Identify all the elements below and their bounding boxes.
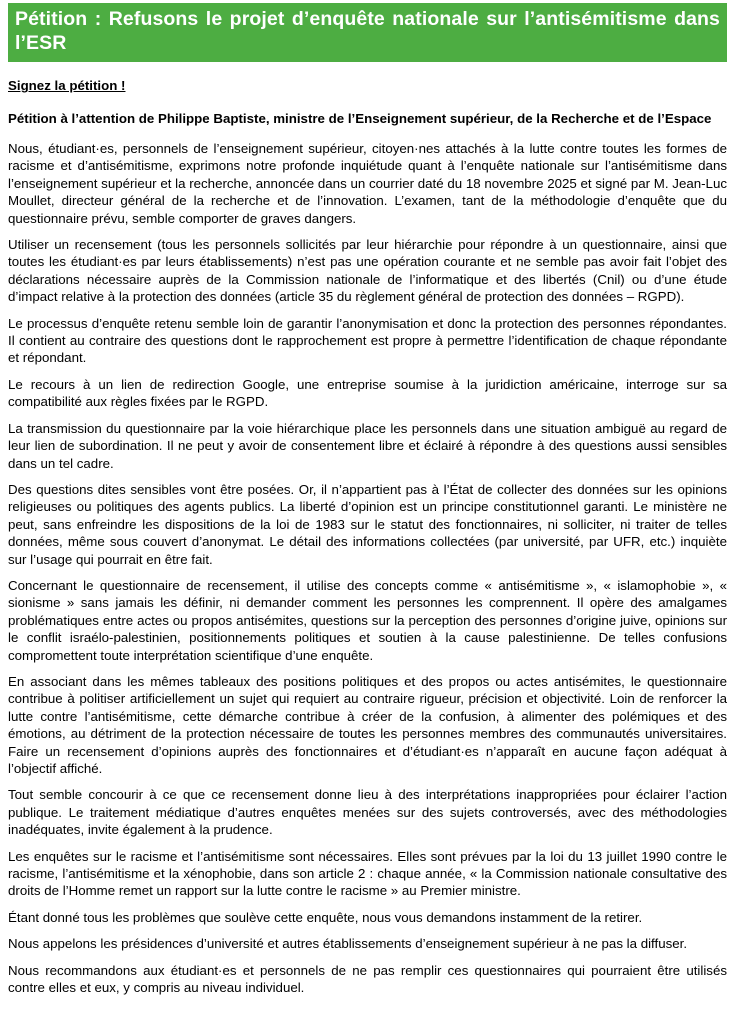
petition-paragraph: Utiliser un recensement (tous les personnels sollicités par leur hiérarchie pour répondre à un questionnaire, ainsi que toutes les étudiant·es par leurs établissements) n’est pas une opération courante et ne semble pas avoir fait l’objet des déclarations nécessaire auprès de la Commission nationale de l’informatique et des libertés (Cnil) ou d’une étude d’impact relative à la protection des données (article 35 du règlement général de protection des données – RGPD). [8, 237, 727, 305]
petition-paragraph: Concernant le questionnaire de recensement, il utilise des concepts comme « antisémitisme », « islamophobie », « sionisme » sans jamais les définir, ni demander comment les personnes les comprennent. Il opère des amalgames problématiques entre actes ou propos antisémites, questions sur la perception des personnes d’origine juive, opinions sur le conflit israélo-palestinien, positionnements politiques et soutien à la cause palestinienne. De telles confusions compromettent toute interprétation scientifique d’une enquête. [8, 577, 727, 663]
petition-paragraph: Des questions dites sensibles vont être posées. Or, il n’appartient pas à l’État de collecter des données sur les opinions religieuses ou politiques des agents publics. La liberté d’opinion est un principe constitutionnel garanti. Le ministère ne peut, sans enfreindre les dispositions de la loi de 1983 sur le statut des fonctionnaires, ni solliciter, ni traiter de telles données, même sous couvert d’anonymat. Le détail des informations collectées (par université, par UFR, etc.) inquiète sur l’usage qui pourrait en être fait. [8, 481, 727, 567]
addressee-heading: Pétition à l’attention de Philippe Baptiste, ministre de l’Enseignement supérieur, de la Recherche et de l’Espace [8, 111, 712, 126]
petition-paragraph: Nous recommandons aux étudiant·es et personnels de ne pas remplir ces questionnaires qui pourraient être utilisés contre elles et eux, y compris au niveau individuel. [8, 962, 727, 996]
page-title: Pétition : Refusons le projet d’enquête nationale sur l’antisémitisme dans l’ESR [15, 8, 720, 54]
petition-paragraph: Tout semble concourir à ce que ce recensement donne lieu à des interprétations inappropriées pour éclairer l’action publique. Le traitement médiatique d’autres enquêtes menées sur des sujets controversés, avec des méthodologies inadéquates, invite également à la prudence. [8, 787, 727, 838]
petition-paragraph: Le processus d’enquête retenu semble loin de garantir l’anonymisation et donc la protection des personnes répondantes. Il contient au contraire des questions dont le rapprochement est propre à permettre l’identification de chaque répondante et répondant. [8, 315, 727, 366]
petition-paragraph: Les enquêtes sur le racisme et l’antisémitisme sont nécessaires. Elles sont prévues par la loi du 13 juillet 1990 contre le racisme, l’antisémitisme et la xénophobie, dans son article 2 : chaque année, « la Commission nationale consultative des droits de l’Homme remet un rapport sur la lutte contre le racisme » au Premier ministre. [8, 848, 727, 899]
petition-paragraph: La transmission du questionnaire par la voie hiérarchique place les personnels dans une situation ambiguë au regard de leur lien de subordination. Il ne peut y avoir de consentement libre et éclairé à répondre à des questions aussi sensibles dans un tel cadre. [8, 420, 727, 471]
petition-title-banner [8, 3, 727, 62]
sign-petition-link[interactable]: Signez la pétition ! [8, 78, 126, 93]
petition-paragraph: Nous, étudiant·es, personnels de l’enseignement supérieur, citoyen·nes attachés à la lutte contre toutes les formes de racisme et d’antisémitisme, exprimons notre profonde inquiétude quant à l’enquête nationale sur l’antisémitisme dans l’enseignement supérieur et la recherche, annoncée dans un courrier daté du 18 novembre 2025 et signé par M. Jean-Luc Moullet, directeur général de la recherche et de l’innovation. L’examen, tant de la méthodologie d’enquête que du questionnaire prévu, semble comporter de graves dangers. [8, 141, 727, 226]
petition-paragraph: Étant donné tous les problèmes que soulève cette enquête, nous vous demandons instamment de la retirer. [8, 909, 643, 925]
petition-body [8, 140, 727, 996]
petition-paragraph: Nous appelons les présidences d’université et autres établissements d’enseignement supérieur à ne pas la diffuser. [8, 936, 688, 952]
petition-paragraph: Le recours à un lien de redirection Google, une entreprise soumise à la juridiction américaine, interroge sur sa compatibilité aux règles fixées par le RGPD. [8, 376, 727, 410]
petition-paragraph: En associant dans les mêmes tableaux des positions politiques et des propos ou actes antisémites, le questionnaire contribue à politiser artificiellement un sujet qui requiert au contraire rigueur, précision et objectivité. Loin de renforcer la lutte contre l’antisémitisme, cette démarche contribue à créer de la confusion, à alimenter des polémiques et des émotions, au détriment de la protection nécessaire de toutes les personnes membres des communautés universitaires. Faire un recensement d’opinions auprès des fonctionnaires et d’étudiant·es n’apparaît en aucune façon adéquat à l’objectif affiché. [8, 673, 727, 776]
